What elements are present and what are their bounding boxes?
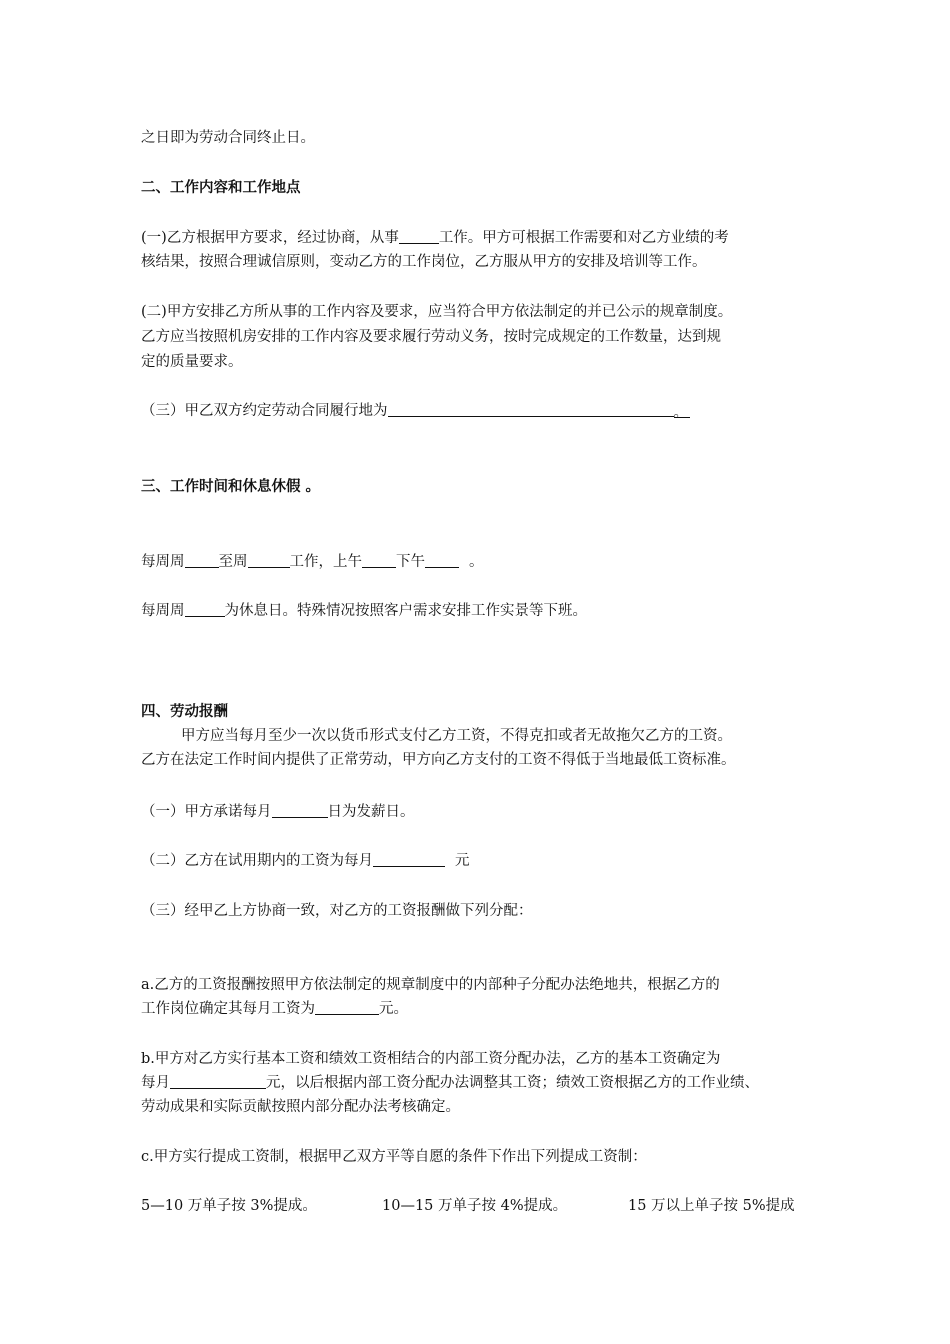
text-span: 工作。甲方可根据工作需要和对乙方业绩的考: [438, 230, 729, 246]
text-line: c.甲方实行提成工资制，根据甲乙双方平等自愿的条件下作出下列提成工资制：: [141, 1149, 647, 1165]
text-line: [141, 802, 415, 822]
text-span: 工作，上午: [289, 554, 362, 570]
text-line: b.甲方对乙方实行基本工资和绩效工资相结合的内部工资分配办法，乙方的基本工资确定为: [141, 1051, 721, 1067]
text-span: 元。: [379, 1001, 408, 1017]
text-span: (一)乙方根据甲方要求，经过协商，从事: [141, 230, 399, 246]
text-line: [141, 851, 470, 871]
text-span: 每月: [141, 1075, 170, 1091]
text-line: [141, 1073, 759, 1093]
text-line: [141, 601, 587, 621]
text-span: 。: [673, 405, 688, 421]
text-line: 劳动成果和实际贡献按照内部分配办法考核确定。: [141, 1099, 460, 1115]
text-span: 日为发薪日。: [327, 804, 415, 820]
text-line: 核结果，按照合理诚信原则，变动乙方的工作岗位，乙方服从甲方的安排及培训等工作。: [141, 254, 707, 270]
text-line: [141, 999, 408, 1019]
text-span: （三）甲乙双方约定劳动合同履行地为: [141, 403, 388, 419]
fill-blank: [315, 1000, 379, 1015]
fill-blank: [185, 553, 219, 568]
text-line: （三）经甲乙上方协商一致，对乙方的工资报酬做下列分配：: [141, 903, 533, 919]
text-line: [141, 401, 690, 421]
section-heading: 三、工作时间和休息休假 。: [141, 479, 321, 495]
text-span: 元: [455, 853, 470, 869]
text-span: （一）甲方承诺每月: [141, 804, 272, 820]
commission-tier-2: 10—15 万单子按 4%提成。: [382, 1198, 568, 1214]
text-line: 乙方在法定工作时间内提供了正常劳动，甲方向乙方支付的工资不得低于当地最低工资标准。: [141, 752, 736, 768]
fill-blank-end: [673, 403, 690, 421]
text-line: (二)甲方安排乙方所从事的工作内容及要求，应当符合甲方依法制定的并已公示的规章制度。: [141, 304, 733, 320]
text-line: [141, 552, 484, 572]
text-span: 为休息日。特殊情况按照客户需求安排工作实景等下班。: [224, 603, 587, 619]
text-span: 每周周: [141, 603, 185, 619]
text-span: （二）乙方在试用期内的工资为每月: [141, 853, 373, 869]
fill-blank: [399, 229, 439, 244]
text-line: 乙方应当按照机房安排的工作内容及要求履行劳动义务，按时完成规定的工作数量，达到规: [141, 329, 721, 345]
text-span: 至周: [218, 554, 248, 570]
fill-blank: [388, 402, 674, 417]
text-span: 。: [469, 554, 484, 570]
text-span: 工作岗位确定其每月工资为: [141, 1001, 315, 1017]
text-line: a.乙方的工资报酬按照甲方依法制定的规章制度中的内部种子分配办法绝地共，根据乙方的: [141, 977, 720, 993]
fill-blank: [248, 553, 290, 568]
commission-tier-3: 15 万以上单子按 5%提成: [628, 1198, 795, 1214]
text-line: 之日即为劳动合同终止日。: [141, 130, 315, 146]
text-line: 甲方应当每月至少一次以货币形式支付乙方工资，不得克扣或者无故拖欠乙方的工资。: [181, 728, 732, 744]
text-span: 每周周: [141, 554, 185, 570]
commission-tier-1: 5—10 万单子按 3%提成。: [141, 1198, 317, 1214]
fill-blank: [170, 1074, 266, 1089]
section-heading: 二、工作内容和工作地点: [141, 180, 301, 196]
fill-blank: [272, 803, 328, 818]
text-span: 元，以后根据内部工资分配办法调整其工资；绩效工资根据乙方的工作业绩、: [266, 1075, 759, 1091]
text-span: 下午: [396, 554, 425, 570]
fill-blank: [185, 602, 225, 617]
text-line: [141, 228, 729, 248]
fill-blank: [373, 852, 445, 867]
fill-blank: [425, 553, 459, 568]
fill-blank: [362, 553, 396, 568]
text-line: 定的质量要求。: [141, 354, 243, 370]
section-heading: 四、劳动报酬: [141, 704, 228, 720]
